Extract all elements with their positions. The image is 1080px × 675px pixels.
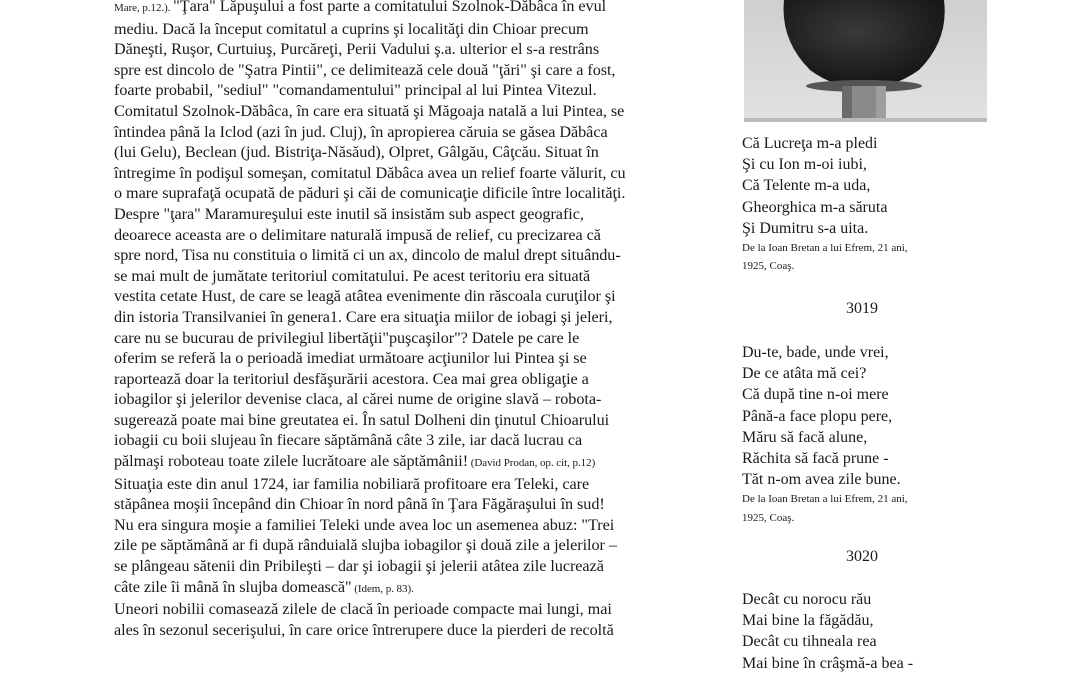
text-line: [114, 39, 712, 60]
text-line-content: o mare suprafaţă ocupată de păduri şi căi de comunicaţie dificile între localităţi.: [114, 184, 626, 203]
text-line: [114, 80, 712, 101]
text-line: [114, 183, 712, 204]
text-line: [114, 389, 712, 410]
text-line-content: Situaţia este din anul 1724, iar familia nobiliară profitoare era Teleki, care: [114, 474, 590, 493]
text-line: [114, 556, 712, 577]
poem: [742, 342, 982, 527]
text-line-content: din istoria Transilvaniei în genera1. Care era situaţia miilor de iobagi şi jeleri,: [114, 307, 613, 326]
poem-verse: Că Lucreţa m-a pledi: [742, 135, 878, 152]
text-line-content: se mai mult de jumătate teritoriul comitatului. Pe acest teritoriu era situată: [114, 266, 591, 285]
poem-verse: Până-a face plopu pere,: [742, 407, 893, 425]
text-line-content: Nu era singura moşie a familiei Teleki unde avea loc un asemenea abuz: "Trei: [114, 515, 615, 534]
text-line: [114, 122, 712, 143]
poem-verse: Mai bine în crâşmă-a bea -: [742, 654, 914, 672]
text-line-content: Comitatul Szolnok-Dăbâca, în care era situată şi Măgoaja natală a lui Pintea, se: [114, 101, 625, 120]
text-line-content: spre nord, Tisa nu constituia o limită ci un ax, dincolo de malul drept situându-: [114, 246, 621, 265]
text-line-content: iobagii cu boii slujeau în fiecare săptămână câte 3 zile, iar dacă lucrau ca: [114, 431, 583, 450]
text-line-content: mediu. Dacă la început comitatul a cuprins şi localităţi din Chioar precum: [114, 19, 589, 38]
text-line-content: Despre "ţara" Maramureşului este inutil să insistăm sub aspect geografic,: [114, 204, 584, 223]
poem-source: De la Ioan Bretan a lui Efrem, 21 ani,: [742, 242, 908, 255]
text-line-content: ales în sezonul secerişului, în care orice întrerupere duce la pierderi de recoltă: [114, 620, 614, 639]
text-line: [114, 620, 712, 641]
poem-verse: Măru să facă alune,: [742, 428, 868, 446]
text-line: [114, 328, 712, 349]
text-line: [114, 163, 712, 184]
poem-verse: Gheorghica m-a săruta: [742, 198, 888, 216]
poem-verse: Tăt n-om avea zile bune.: [742, 471, 901, 489]
main-text-column: [114, 0, 712, 640]
poem-source: De la Ioan Bretan a lui Efrem, 21 ani,: [742, 493, 908, 506]
text-line-content: "Ţara" Lăpuşului a fost parte a comitatului Szolnok-Dăbâca în evul: [173, 0, 607, 15]
water-tower-photo-icon: [744, 0, 987, 122]
text-line: [114, 430, 712, 451]
text-line: [114, 142, 712, 163]
text-line-content: Dăneşti, Ruşor, Curtuiuş, Purcăreţi, Perii Vadului ş.a. ulterior el s-a restrâns: [114, 40, 600, 59]
poem-verse: Şi cu Ion m-oi iubi,: [742, 156, 867, 174]
text-line: [114, 286, 712, 307]
text-line-content: spre est dincolo de "Şatra Pintii", ce delimitează cele două "ţări" şi care a fost,: [114, 60, 616, 79]
text-line-content: zile pe săptămână ar fi după rânduială slujba iobagilor şi două zile a jelerilor –: [114, 536, 617, 555]
poem-verse: Du-te, bade, unde vrei,: [742, 344, 889, 361]
text-line-content: sugerează poate mai bine greutatea ei. În satul Dolheni din ţinutul Chioarului: [114, 410, 610, 429]
citation: (Idem, p. 83).: [351, 582, 414, 595]
poem-source: 1925, Coaş.: [742, 260, 795, 273]
text-line: [114, 0, 712, 19]
poem: [742, 133, 982, 276]
text-line: [114, 245, 712, 266]
text-line: [114, 515, 712, 536]
text-line-content: foarte probabil, "sediul" "comandamentului" principal al lui Pintea Vitezul.: [114, 81, 597, 100]
text-line: [114, 369, 712, 390]
text-line-content: Uneori nobilii comasează zilele de clacă în perioade compacte mai lungi, mai: [114, 600, 612, 619]
text-line-content: oferim se referă la o perioadă imediat următoare acţiunilor lui Pintea şi se: [114, 349, 587, 368]
text-line: [114, 599, 712, 620]
text-line: [114, 225, 712, 246]
text-line: [114, 348, 712, 369]
poem-verse: Şi Dumitru s-a uita.: [742, 219, 869, 237]
poem-verse: Mai bine la făgădău,: [742, 612, 874, 630]
poem-verse: Decât cu tihneala rea: [742, 633, 877, 651]
text-line: [114, 494, 712, 515]
poem: [742, 589, 982, 674]
poem-verse: Răchita să facă prune -: [742, 450, 889, 468]
text-line: [114, 60, 712, 81]
text-line-content: (lui Gelu), Beclean (jud. Bistriţa-Năsăud), Olpret, Gâlgău, Câţcău. Situat în: [114, 143, 599, 162]
text-line: [114, 19, 712, 40]
poem-verse: Decât cu norocu rău: [742, 591, 872, 608]
text-line-content: întindea până la Iclod (azi în jud. Cluj), în apropierea căruia se găsea Dăbâca: [114, 122, 608, 141]
poem-source: 1925, Coaş.: [742, 511, 795, 524]
text-line-content: pălmaşi roboteau toate zilele lucrătoare ale săptămânii!: [114, 452, 469, 471]
poem-verse: Că Telente m-a uda,: [742, 177, 871, 195]
citation: (David Prodan, op. cit, p.12): [468, 457, 596, 470]
text-line-content: raportează doar la teritoriul desfăşurării acestora. Cea mai grea obligaţie a: [114, 369, 589, 388]
poem-number: 3020: [846, 548, 878, 565]
text-line-content: vestita cetate Hust, de care se leagă atâtea evenimente din răscoala curuţilor şi: [114, 287, 616, 306]
text-line: [114, 535, 712, 556]
text-line-content: stăpânea moşii începând din Chioar în nord până în Ţara Făgăraşului în sud!: [114, 495, 605, 514]
citation: Mare, p.12.).: [114, 2, 174, 14]
text-line: [114, 577, 712, 600]
text-line-content: întregime în podişul someşan, comitatul Dăbâca avea un relief foarte vălurit, cu: [114, 163, 626, 182]
text-line: [114, 451, 712, 474]
photo: [744, 0, 987, 122]
text-line: [114, 101, 712, 122]
text-line: [114, 307, 712, 328]
text-line: [114, 474, 712, 495]
poem-verse: Că după tine n-oi mere: [742, 386, 889, 404]
text-line: [114, 410, 712, 431]
text-line-content: se plângeau sătenii din Pribileşti – dar şi iobagii şi jelerii atâtea zile lucrează: [114, 557, 604, 576]
text-line-content: câte zile îi mână în slujba domească": [114, 577, 352, 596]
text-line: [114, 204, 712, 225]
text-line-content: iobagilor şi jelerilor devenise claca, al cărei nume de origine slavă – robota-: [114, 390, 602, 409]
text-line-content: deoarece aceasta are o delimitare naturală impusă de relief, cu precizarea că: [114, 225, 601, 244]
poem-number: 3019: [846, 300, 878, 317]
poem-verse: De ce atâta mă cei?: [742, 365, 867, 383]
text-line: [114, 266, 712, 287]
text-line-content: care nu se bucurau de privilegiul libertăţii"puşcaşilor"? Datele pe care le: [114, 328, 580, 347]
